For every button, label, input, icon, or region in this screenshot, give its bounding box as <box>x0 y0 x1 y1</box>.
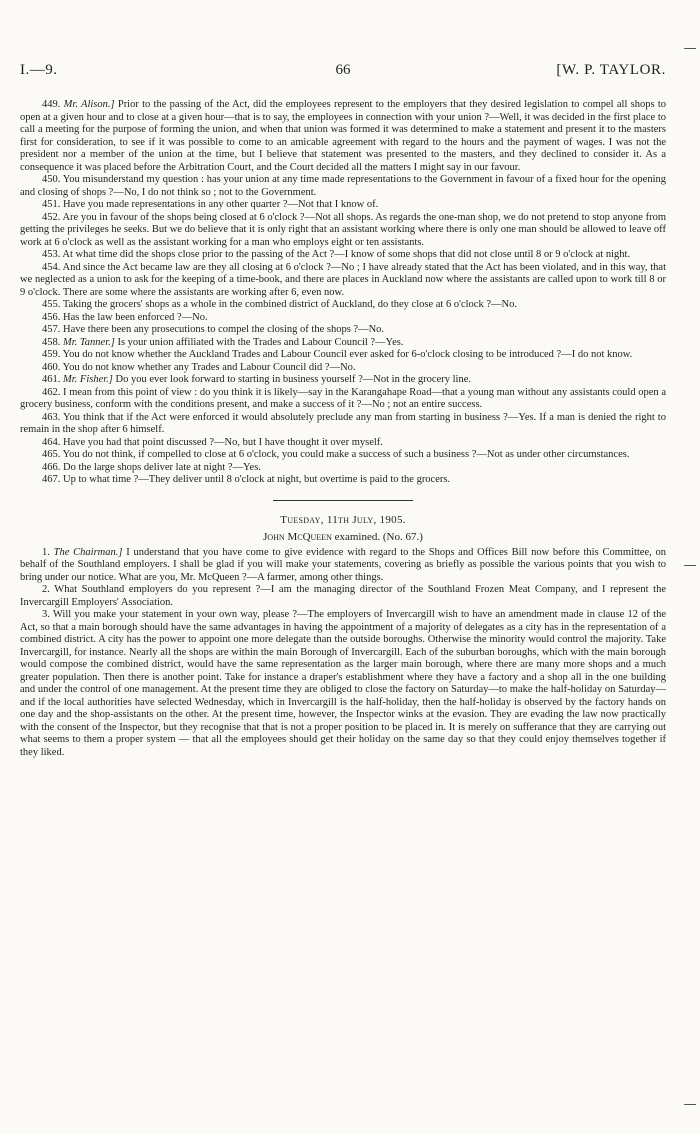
question-number: 464. <box>42 436 61 448</box>
question-paragraph <box>20 324 666 337</box>
question-paragraph <box>20 449 666 462</box>
question-paragraph <box>20 412 666 437</box>
evidence-section-mcqueen <box>20 547 666 760</box>
evidence-section-taylor <box>20 99 666 487</box>
page-header <box>20 62 666 82</box>
question-paragraph <box>20 199 666 212</box>
speaker-name: Mr. Alison.] <box>63 99 115 110</box>
question-paragraph <box>20 609 666 759</box>
question-paragraph <box>20 474 666 487</box>
question-paragraph <box>20 387 666 412</box>
question-paragraph <box>20 437 666 450</box>
question-text: You think that if the Act were enforced it would absolutely preclude any man from starting in business ?—Yes. If a man is denied the right to remain in the shop after 6 himself. <box>20 411 666 435</box>
question-number: 454. <box>42 261 61 273</box>
question-number: 1. <box>42 546 50 558</box>
session-date-text: Tuesday, 11th July, 1905. <box>280 513 406 526</box>
question-number: 461. <box>42 374 61 385</box>
question-number: 467. <box>42 474 61 485</box>
question-number: 449. <box>42 99 61 110</box>
question-number: 452. <box>42 211 61 223</box>
question-text: At what time did the shops close prior to the passing of the Act ?—I know of some shops that did not close until 8 or 9 o'clock at night. <box>62 249 631 260</box>
question-number: 465. <box>42 449 61 460</box>
witness-header: [W. P. TAYLOR. <box>556 62 666 78</box>
page-number: 66 <box>335 62 351 78</box>
question-text: Have you had that point discussed ?—No, but I have thought it over myself. <box>63 436 383 448</box>
question-number: 458. <box>42 336 61 348</box>
examined-label: examined. (No. 67.) <box>331 530 423 543</box>
question-text: Will you make your statement in your own way, please ?—The employers of Invercargill wish to have an amendment made in clause 12 of the Act, so that a main borough should have the same advantages in having the appointment of a majority of delegates as a city has in the representation of a combined district. A city has the power to appoint one more delegate than the outside boroughs. Otherwise the minority would control the majority. Take Invercargill, for instance. Nearly all the shops are within the main Borough of Invercargill. Each of the suburban boroughs, which with the main borough would compose the combined district, would have the same representation as the larger main borough, where there are many more shops and a much greater population. Then there is another point. Take for instance a draper's establishment where they have a factory and a shop all in the one building and under the control of one management. At the present time they are obliged to close the factory on Saturday—to make the half-holiday on Saturday—and if the local authorities have selected Wednesday, which in Invercargill is the half-holiday, then the half-holiday is observed by the factory hands on one day and the shop-assistants on the other. At the present time, however, the Inspector winks at the evasion. They are evading the law now practically with the consent of the Inspector, but they recognise that that is not a proper position to be placed in. It is merely on sufferance that they are carrying out what seems to them a proper system — that all the employees should get their holiday on the same day so that they could enjoy themselves together if they liked. <box>20 609 666 758</box>
question-paragraph <box>20 584 666 609</box>
question-paragraph <box>20 312 666 325</box>
question-number: 456. <box>42 311 61 323</box>
question-number: 462. <box>42 386 61 398</box>
question-text: Taking the grocers' shops as a whole in the combined district of Auckland, do they close at 6 o'clock ?—No. <box>62 299 517 310</box>
margin-mark <box>684 48 696 49</box>
question-text: Do the large shops deliver late at night ?—Yes. <box>63 461 261 473</box>
speaker-name: Mr. Tanner.] <box>63 336 115 348</box>
question-text: What Southland employers do you represent ?—I am the managing director of the Southland Frozen Meat Company, and I represent the Invercargill Employers' Association. <box>20 584 667 608</box>
question-paragraph <box>20 262 666 300</box>
question-text: Have there been any prosecutions to compel the closing of the shops ?—No. <box>63 324 385 335</box>
question-paragraph <box>20 337 666 350</box>
question-number: 455. <box>42 299 61 310</box>
question-text: You misunderstand my question : has your union at any time made representations to the Government in favour of a fixed hour for the opening and closing of shops ?—No, I do not think so ; not to the Government. <box>20 174 666 198</box>
question-paragraph <box>20 249 666 262</box>
question-text: I mean from this point of view : do you think it is likely—say in the Karangahape Road—that a young man without any assistants could open a grocery business, conform with the conditions present, and make a success of it ?—No ; not an entire success. <box>20 386 667 410</box>
question-number: 450. <box>42 174 61 185</box>
session-date <box>20 513 666 528</box>
question-text: You do not know whether the Auckland Trades and Labour Council ever asked for 6-o'clock closing to be introduced ?—I do not know. <box>62 349 633 360</box>
question-number: 466. <box>42 461 61 473</box>
witness-heading <box>20 530 666 545</box>
margin-mark <box>684 1104 696 1105</box>
question-text: Have you made representations in any other quarter ?—Not that I know of. <box>63 199 379 210</box>
question-number: 451. <box>42 199 61 210</box>
report-reference: I.—9. <box>20 62 58 78</box>
question-number: 2. <box>42 584 50 595</box>
witness-name: John McQueen <box>263 530 332 543</box>
question-text: Prior to the passing of the Act, did the employees represent to the employers that they desired legislation to compel all shops to open at a given hour and to close at a given hour—that is to say, the employees in connection with your union ?—Well, it was decided in the first place to call a meeting for the purpose of forming the union, and when that union was formed it was determined to make a statement and present it to the masters first for consideration, to see if it was possible to come to an amicable agreement with regard to the hours and the payment of wages. I was not the president nor a member of the union at the time, but I believe that statement was presented to the masters, and they declined to consider it. As a consequence it was placed before the Arbitration Court, and the Court decided all the matters I might say in our favour. <box>20 99 666 173</box>
question-number: 457. <box>42 324 61 335</box>
question-number: 3. <box>42 609 50 620</box>
question-paragraph <box>20 349 666 362</box>
margin-mark <box>684 565 696 566</box>
question-number: 460. <box>42 361 61 373</box>
section-divider <box>273 500 413 501</box>
question-paragraph <box>20 99 666 174</box>
question-paragraph <box>20 174 666 199</box>
question-text: You do not think, if compelled to close at 6 o'clock, you could make a success of such a business ?—Not as under other circumstances. <box>62 449 630 460</box>
question-number: 453. <box>42 249 61 260</box>
question-text: I understand that you have come to give evidence with regard to the Shops and Offices Bill now before this Committee, on behalf of the Southland employers. I shall be glad if you will make your statements, covering as briefly as possible the various points that you wish to bring under our notice. What are you, Mr. McQueen ?—A farmer, among other things. <box>20 546 666 583</box>
question-paragraph <box>20 212 666 250</box>
question-number: 459. <box>42 349 61 360</box>
question-text: You do not know whether any Trades and Labour Council did ?—No. <box>62 361 356 373</box>
question-paragraph <box>20 299 666 312</box>
question-paragraph <box>20 547 666 585</box>
question-text: Are you in favour of the shops being closed at 6 o'clock ?—Not all shops. As regards the one-man shop, we do not pretend to stop anyone from getting the privileges he seeks. But we do believe that it is only right that an assistant working where there is only one man should be allowed to leave off work at 6 o'clock as well as the assistant working for a man who employs eight or ten assistants. <box>20 211 666 248</box>
document-body <box>20 99 666 759</box>
question-number: 463. <box>42 411 61 423</box>
question-text: Up to what time ?—They deliver until 8 o'clock at night, but overtime is paid to the grocers. <box>63 474 451 485</box>
speaker-name: Mr. Fisher.] <box>63 374 113 385</box>
speaker-name: The Chairman.] <box>53 546 123 558</box>
question-text: Has the law been enforced ?—No. <box>63 311 208 323</box>
question-paragraph <box>20 362 666 375</box>
question-paragraph <box>20 462 666 475</box>
question-text: Do you ever look forward to starting in business yourself ?—Not in the grocery line. <box>112 374 471 385</box>
question-text: Is your union affiliated with the Trades and Labour Council ?—Yes. <box>114 336 404 348</box>
question-text: And since the Act became law are they all closing at 6 o'clock ?—No ; I have already stated that the Act has been violated, and in this way, that we neglected as a union to ask for the keeping of a time-book, and there are places in Auckland now where the assistants are called upon to work till 8 or 9 o'clock. There are some where the assistants are working after 6, even now. <box>20 261 666 298</box>
question-paragraph <box>20 374 666 387</box>
